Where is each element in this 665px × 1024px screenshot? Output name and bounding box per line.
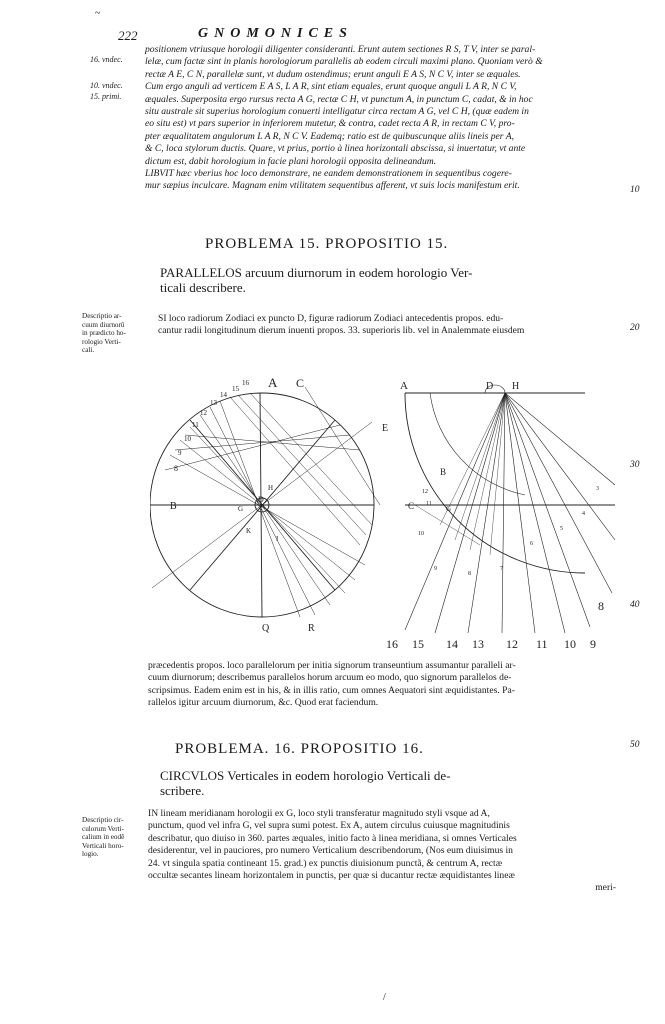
text-line: Cum ergo anguli ad verticem E A S, L A R, sint etiam equales, erunt quoque anguli L A R, N C V, <box>145 81 517 93</box>
small-hour: 9 <box>434 566 437 572</box>
text-line: positionem vtriusque horologii diligenter consideranti. Erunt autem sectiones R S, T V, inter se paral- <box>145 44 536 55</box>
label-D: D <box>258 495 264 504</box>
text-line: rectæ A E, C N, parallelæ sunt, vt dudum ostendimus; erunt anguli E A S, N C V, inter se æquales. <box>145 68 521 80</box>
text-line: mur sæpius inculcare. Magnam enim vtilitatem sequentibus afferent, vt suis locis manifestum erit. <box>145 180 520 192</box>
small-hour: 10 <box>418 531 424 537</box>
line-number-50: 50 <box>630 740 640 750</box>
corner-mark: ~ <box>95 8 101 19</box>
margin-line: Descriptio cir- <box>82 816 124 824</box>
bottom-hour: 9 <box>590 637 596 651</box>
bottom-mark: / <box>383 992 386 1003</box>
subheading-line: ticali describere. <box>160 280 246 295</box>
text-line: 24. vt singula spatia contineant 15. grad.) ex punctis diuisionum punctã, & centrum A, rectæ <box>148 857 503 869</box>
text-line: pter æqualitatem angulorum L A R, N C V. Eademq; ratio est de quibuscunque aliis lineis per A, <box>145 130 515 142</box>
margin-line: Descriptio ar- <box>82 312 122 320</box>
label-H2: H <box>512 381 520 392</box>
label-C2: C <box>408 501 415 511</box>
label-E: E <box>382 423 389 434</box>
hour-label: 15 <box>232 385 239 393</box>
small-hour: 8 <box>468 571 471 577</box>
quadrant-arc <box>405 393 585 573</box>
label-H: H <box>268 484 274 492</box>
text-line: & C, loca stylorum ductis. Quare, vt prius, portio à linea horizontali abscissa, si inuertatur, vt ante <box>145 143 526 155</box>
bottom-hour: 14 <box>446 637 458 651</box>
page-number: 222 <box>118 28 138 43</box>
text-line: punctum, quod vel infra G, vel supra sumi potest. Ex A, autem circulus cuiusque magnitudinis <box>148 820 510 832</box>
label-A: A <box>268 375 278 390</box>
text-line: cuum diurnorum; describemus parallelos horum arcuum eo modo, quo signorum parallelos de- <box>148 672 512 684</box>
problem15-paragraph <box>158 313 616 338</box>
small-hour: 4 <box>582 511 585 517</box>
text-line: rallelos igitur arcuum diurnorum, &c. Quod erat faciendum. <box>148 697 379 709</box>
bottom-hour: 10 <box>564 637 576 651</box>
margin-ref-1: 16. vndec. <box>90 55 123 64</box>
hour-label: 11 <box>192 421 199 429</box>
text-line: occultæ secantes lineam horizontalem in punctis, per quæ si ducantur rectæ æquidistantes lineæ <box>148 870 515 882</box>
label-B: B <box>170 501 177 512</box>
text-line: desiderentur, vel in pauciores, pro numero Verticalium describendorum, (Nos eum diuisimus in <box>148 845 513 857</box>
line-number-20: 20 <box>630 323 640 333</box>
text-line: IN lineam meridianam horologii ex G, loco styli transferatur magnitudo styli vsque ad A, <box>148 808 490 819</box>
label-I: I <box>276 535 279 543</box>
hour-label: 12 <box>200 409 207 417</box>
margin-line: rologio Verti- <box>82 337 121 346</box>
margin-line: in prædicto ho- <box>82 329 126 338</box>
label-G: G <box>238 505 244 513</box>
small-hour: 11 <box>426 501 432 507</box>
text-line: lelæ, cum factæ sint in planis horologiorum parallelis ab eodem circuli maximi plano. Quoniam verò & <box>145 56 543 68</box>
label-B2: B <box>440 467 447 477</box>
bottom-hour: 13 <box>472 637 484 651</box>
problem15-paragraph-after <box>148 660 616 710</box>
label-K: K <box>246 527 252 535</box>
sundial-figure <box>150 365 620 655</box>
side-hour: 8 <box>598 599 604 613</box>
label-G2: G <box>446 505 452 513</box>
text-line: LIBVIT hæc vberius hoc loco demonstrare, ne eandem demonstrationem in sequentibus cogere- <box>145 168 512 180</box>
text-line: situ australe sit superius horologium conuerti intelligatur circa rectam A G, vel C H, (quæ eadem in <box>145 106 529 118</box>
label-A2: A <box>400 380 408 392</box>
hour-label: 14 <box>220 391 227 399</box>
problem15-margin-note <box>82 312 144 355</box>
bottom-hour: 15 <box>412 637 424 651</box>
subheading-line: CIRCVLOS Verticales in eodem horologio Verticali de- <box>160 768 451 783</box>
hour-label: 8 <box>174 464 178 473</box>
problem16-subheading <box>160 768 615 798</box>
margin-line: cali. <box>82 346 95 355</box>
hour-label: 10 <box>184 435 191 443</box>
label-Q: Q <box>262 623 270 634</box>
small-hour: 6 <box>530 541 533 547</box>
margin-line: Verticali horo- <box>82 841 124 850</box>
small-hour: 12 <box>422 489 428 495</box>
text-line: præcedentis propos. loco parallelorum per initia signorum transeuntium assumantur paralleli ar- <box>148 660 516 671</box>
margin-ref-2: 10. vndec. <box>90 81 123 90</box>
small-hour: 5 <box>560 526 563 532</box>
hour-label: 9 <box>178 449 182 457</box>
text-line: cantur radii longitudinum dierum inuenti propos. 33. superioris lib. vel in Analemmate eiusdem <box>158 325 525 337</box>
problem16-paragraph <box>148 808 616 895</box>
hour-label: 13 <box>210 399 217 407</box>
text-line: describatur, quo diuiso in 360. partes æquales, initio facto à linea meridiana, si omnes Verticales <box>148 832 517 844</box>
margin-ref-3: 15. primi. <box>90 92 122 101</box>
label-D2: D <box>486 381 494 392</box>
top-paragraph <box>145 44 615 193</box>
hour-label: 16 <box>242 379 249 387</box>
margin-line: culorum Verti- <box>82 824 124 833</box>
subheading-line: PARALLELOS arcuum diurnorum in eodem horologio Ver- <box>160 265 473 280</box>
text-line: dictum est, dabit horologium in facie plani horologii opposita delineandum. <box>145 155 437 167</box>
text-line: æquales. Superposita ergo rursus recta A G, rectæ C H, vt punctum A, in punctum C, cadat, & in hoc <box>145 93 533 105</box>
problem16-heading: PROBLEMA. 16. PROPOSITIO 16. <box>175 741 424 757</box>
line-number-30: 30 <box>630 460 640 470</box>
bottom-hour: 12 <box>506 637 518 651</box>
label-C: C <box>296 376 305 390</box>
catchword: meri- <box>595 882 616 894</box>
bottom-hour: 16 <box>386 637 398 651</box>
small-hour: 3 <box>596 486 599 492</box>
subheading-line: scribere. <box>160 783 205 798</box>
small-hour: 7 <box>500 566 503 572</box>
text-line: scripsimus. Eadem enim est in his, & in illis ratio, cum omnes Aequatori sint æquidistantes. Pa- <box>148 684 515 696</box>
line-number-10: 10 <box>630 185 640 195</box>
line-number-40: 40 <box>630 600 640 610</box>
problem15-heading: PROBLEMA 15. PROPOSITIO 15. <box>205 236 449 252</box>
text-line: SI loco radiorum Zodiaci ex puncto D, figuræ radiorum Zodiaci antecedentis propos. edu- <box>158 313 504 324</box>
bottom-hour: 11 <box>536 637 548 651</box>
problem16-margin-note <box>82 816 144 859</box>
label-R: R <box>308 623 315 634</box>
margin-line: calium in eodẽ <box>82 833 125 842</box>
margin-line: logio. <box>82 850 99 859</box>
problem15-subheading <box>160 265 615 295</box>
text-line: eo situ est) vt pars superior in inferiorem mutetur, & contra, cadet recta A R, in rectam C V, pro- <box>145 118 515 130</box>
margin-line: cuum diurnorũ <box>82 320 125 329</box>
running-title: GNOMONICES <box>198 26 353 41</box>
